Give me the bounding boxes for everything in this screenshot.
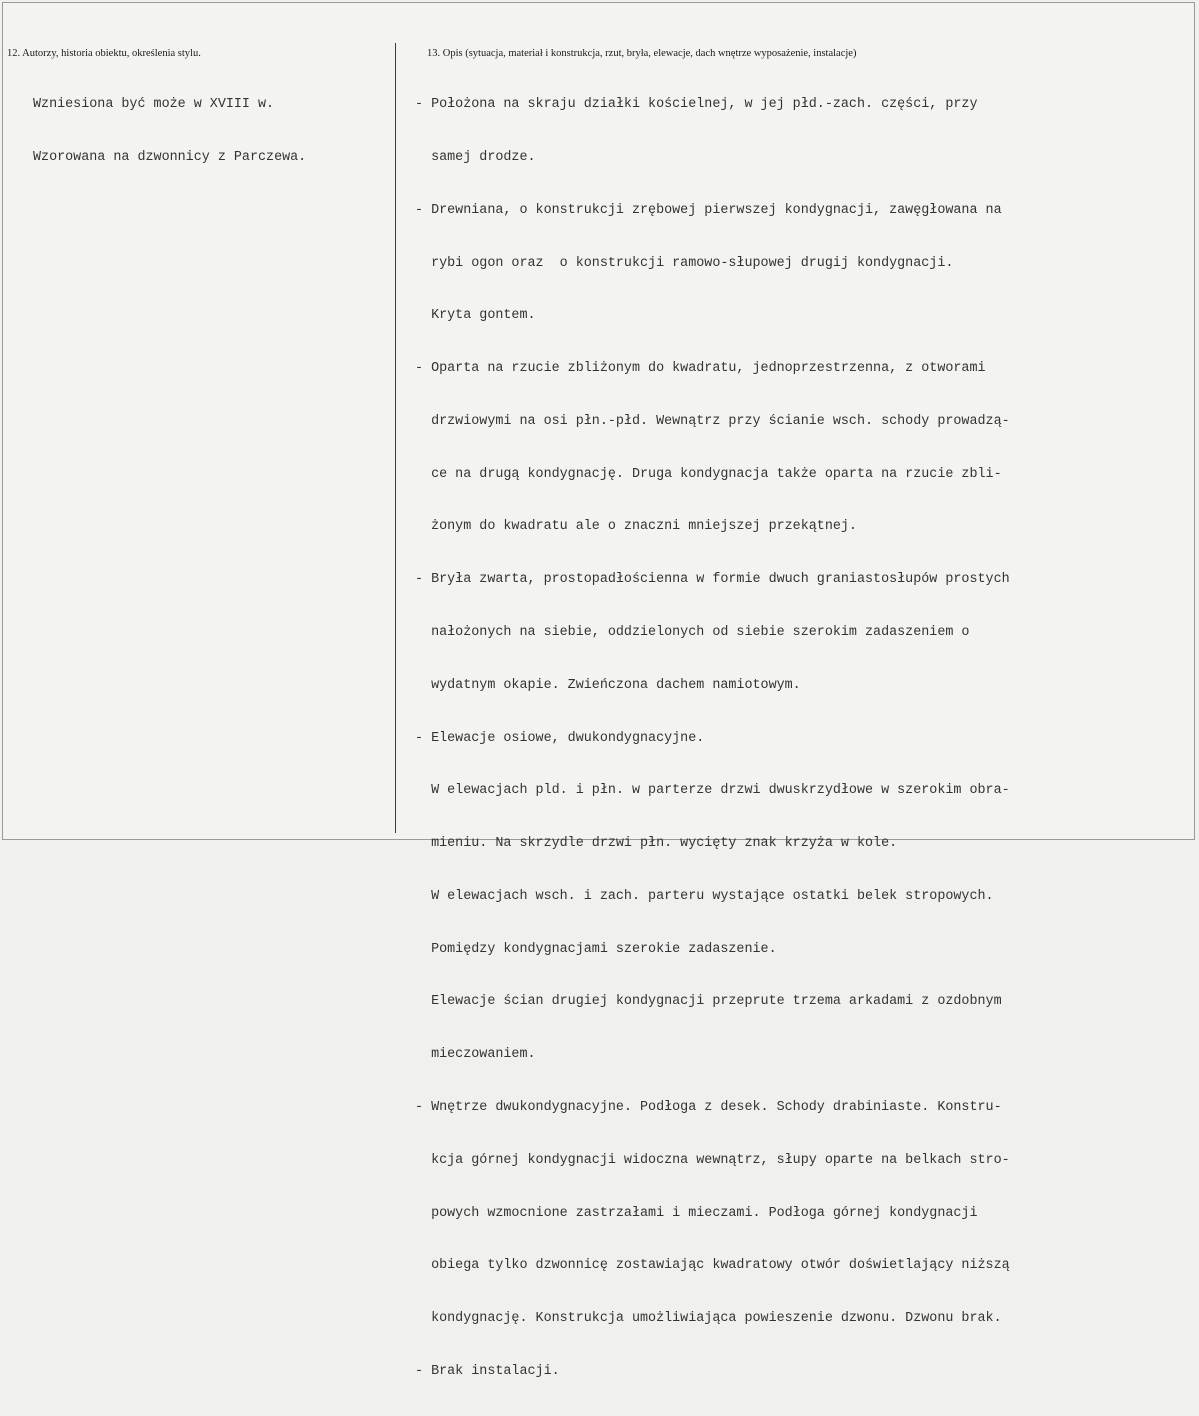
text-line: drzwiowymi na osi płn.-płd. Wewnątrz przy ścianie wsch. schody prowadzą- [415,413,1010,429]
section-12-text [33,61,306,202]
text-line: obiega tylko dzwonnicę zostawiając kwadratowy otwór doświetlający niższą [415,1258,1010,1274]
section-13-text [415,61,1010,1416]
text-line: - Wnętrze dwukondygnacyjne. Podłoga z desek. Schody drabiniaste. Konstru- [415,1100,1002,1116]
text-line: rybi ogon oraz o konstrukcji ramowo-słupowej drugij kondygnacji. [415,255,954,271]
text-line: - Elewacje osiowe, dwukondygnacyjne. [415,730,705,746]
text-line: wydatnym okapie. Zwieńczona dachem namiotowym. [415,677,801,693]
text-line: - Położona na skraju działki kościelnej, w jej płd.-zach. części, przy [415,97,978,113]
text-line: Kryta gontem. [415,308,536,324]
text-line: żonym do kwadratu ale o znaczni mniejszej przekątnej. [415,519,857,535]
text-line: - Bryła zwarta, prostopadłościenna w formie dwuch graniastosłupów prostych [415,572,1010,588]
text-line: - Brak instalacji. [415,1363,560,1379]
text-line: powych wzmocnione zastrzałami i mieczami. Podłoga górnej kondygnacji [415,1205,978,1221]
section-12-heading: 12. Autorzy, historia obiektu, określenia stylu. [7,48,201,59]
column-divider [395,43,396,833]
inventory-card [2,2,1195,1379]
text-line: nałożonych na siebie, oddzielonych od siebie szerokim zadaszeniem o [415,625,970,640]
text-line: Pomiędzy kondygnacjami szerokie zadaszenie. [415,941,777,957]
text-line: - Oparta na rzucie zbliżonym do kwadratu, jednoprzestrzenna, z otworami [415,361,986,377]
text-line: mieniu. Na skrzydle drzwi płn. wycięty znak krzyża w kole. [415,836,898,852]
text-line: kondygnację. Konstrukcja umożliwiająca powieszenie dzwonu. Dzwonu brak. [415,1311,1002,1327]
text-line: samej drodze. [415,149,536,165]
text-line: kcja górnej kondygnacji widoczna wewnątrz, słupy oparte na belkach stro- [415,1152,1010,1168]
text-line: Wzorowana na dzwonnicy z Parczewa. [33,149,307,165]
text-line: Elewacje ścian drugiej kondygnacji przeprute trzema arkadami z ozdobnym [415,994,1002,1010]
text-line: W elewacjach pld. i płn. w parterze drzwi dwuskrzydłowe w szerokim obra- [415,783,1010,799]
text-line: ce na drugą kondygnację. Druga kondygnacja także oparta na rzucie zbli- [415,466,1002,482]
text-line: mieczowaniem. [415,1047,536,1063]
text-line: Wzniesiona być może w XVIII w. [33,97,275,113]
text-line: - Drewniana, o konstrukcji zrębowej pierwszej kondygnacji, zawęgłowana na [415,202,1002,218]
text-line: W elewacjach wsch. i zach. parteru wystające ostatki belek stropowych. [415,888,994,904]
section-13-heading: 13. Opis (sytuacja, materiał i konstrukcja, rzut, bryła, elewacje, dach wnętrze wyposażenie, instalacje) [427,48,857,59]
